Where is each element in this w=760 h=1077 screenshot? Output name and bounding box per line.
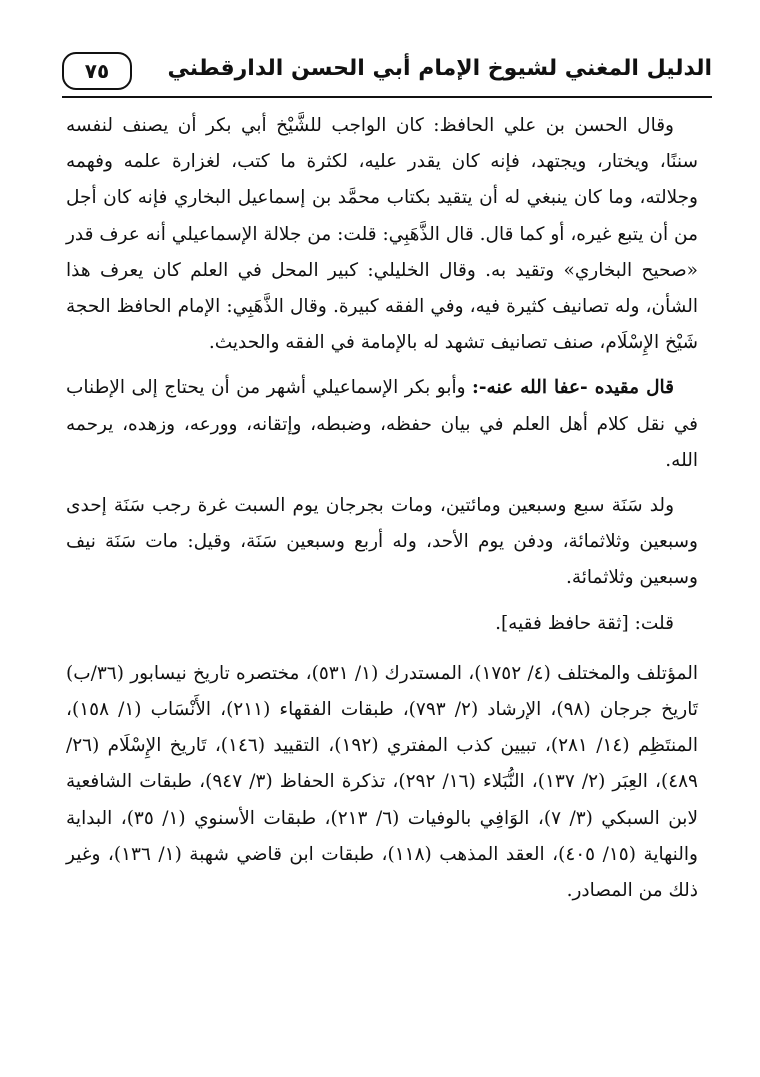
paragraph-verdict: قلت: [ثقة حافظ فقيه]. — [495, 612, 674, 634]
page-header — [62, 52, 712, 96]
page-body — [66, 108, 698, 918]
paragraph-sources: المؤتلف والمختلف (٤/ ١٧٥٢)، المستدرك (١/ ٥٣١)، مختصره تاريخ نيسابور (٣٦/ب) تَاريخ جرجان (٩٨)، الإرشاد (٢/ ٧٩٣)، طبقات الفقهاء (٢١١)، الأَنْسَاب (١/ ١٥٨)، المنتَظِم (١٤/ ٢٨١)، تبيين كذب المفتري (١٩٢)، التقييد (١٤٦)، تَاريخ الإِسْلَام (٢٦/ ٤٨٩)، العِبَر (٢/ ١٣٧)، النُّبَلاء (١٦/ ٢٩٢)، تذكرة الحفاظ (٣/ ٩٤٧)، طبقات الشافعية لابن السبكي (٣/ ٧)، الوَافِي بالوفيات (٦/ ٢١٣)، طبقات الأسنوي (١/ ٣٥)، البداية والنهاية (١٥/ ٤٠٥)، العقد المذهب (١١٨)، طبقات ابن قاضي شهبة (١/ ١٣٦)، وغير ذلك من المصادر. — [66, 662, 699, 902]
paragraph-editor-note — [66, 370, 698, 479]
editor-note-text: وأبو بكر الإسماعيلي أشهر من أن يحتاج إلى الإطناب في نقل كلام أهل العلم في بيان حفظه، وضبطه، وإتقانه، وورعه، وزهده، يرحمه الله. — [66, 377, 698, 471]
running-title: الدليل المغني لشيوخ الإمام أبي الحسن الدارقطني — [167, 56, 712, 81]
paragraph-biography: وقال الحسن بن علي الحافظ: كان الواجب للشَّيْخ أبي بكر أن يصنف لنفسه سننًا، ويختار، ويجتهد، فإنه كان يقدر عليه، لكثرة ما كتب، لغزارة علمه وفهمه وجلالته، وما كان ينبغي له أن يتقيد بكتاب محمَّد بن إسماعيل البخاري فإنه كان أجل من أن يتبع غيره، أو كما قال. قال الذَّهَبِي: قلت: من جلالة الإسماعيلي أنه عرف قدر «صحيح البخاري» وتقيد به. وقال الخليلي: كبير المحل في العلم كان يعرف هذا الشأن، وله تصانيف كثيرة فيه، وفي الفقه كبيرة. وقال الذَّهَبِي: الإمام الحافظ الحجة شَيْخ الإِسْلَام، صنف تصانيف تشهد له بالإمامة في الفقه والحديث. — [66, 115, 698, 354]
editor-note-lead: قال مقيده -عفا الله عنه-: — [472, 377, 674, 399]
paragraph-birth-death: ولد سَنَة سبع وسبعين ومائتين، ومات بجرجان يوم السبت غرة رجب سَنَة إحدى وسبعين وثلاثمائة، ودفن يوم الأحد، وله أربع وسبعين سَنَة، وقيل: مات سَنَة نيف وسبعين وثلاثمائة. — [66, 495, 698, 589]
page-number: ٧٥ — [62, 52, 132, 90]
header-rule — [62, 96, 712, 98]
